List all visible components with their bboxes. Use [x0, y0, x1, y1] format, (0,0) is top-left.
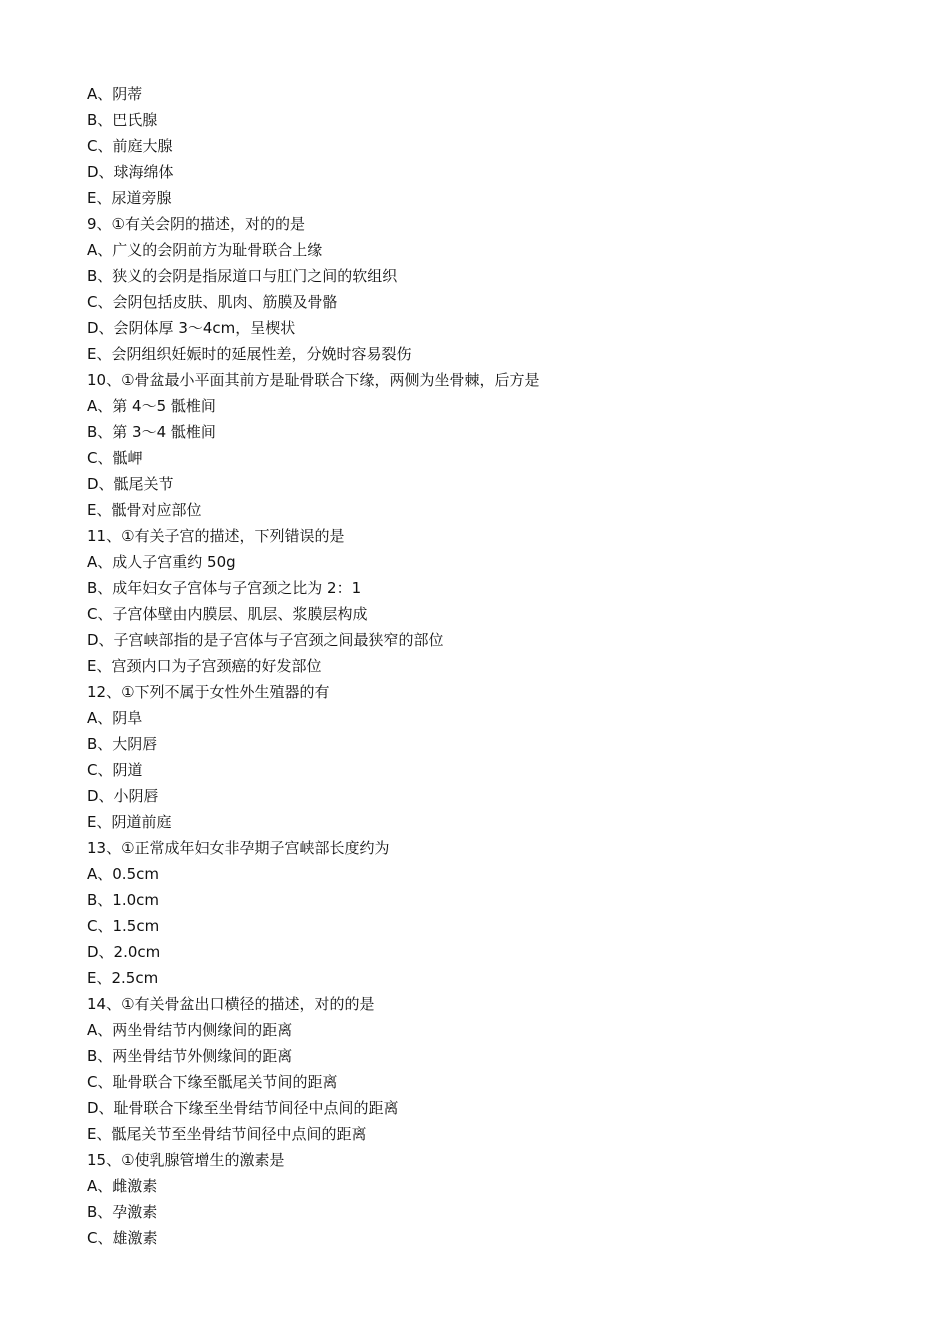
- text-line: D、球海绵体: [87, 163, 174, 181]
- question-line: 9、①有关会阴的描述，对的的是: [87, 215, 305, 233]
- text-line: B、大阴唇: [87, 735, 158, 753]
- text-line: C、阴道: [87, 761, 143, 779]
- text-line: A、第 4～5 骶椎间: [87, 397, 216, 415]
- text-line: A、0.5cm: [87, 865, 159, 883]
- text-line: A、成人子宫重约 50g: [87, 553, 236, 571]
- text-line: E、宫颈内口为子宫颈癌的好发部位: [87, 657, 322, 675]
- question-line: 13、①正常成年妇女非孕期子宫峡部长度约为: [87, 839, 390, 857]
- text-line: B、狭义的会阴是指尿道口与肛门之间的软组织: [87, 267, 398, 285]
- text-line: C、1.5cm: [87, 917, 160, 935]
- text-line: E、尿道旁腺: [87, 189, 172, 207]
- question-line: 15、①使乳腺管增生的激素是: [87, 1151, 285, 1169]
- text-line: A、两坐骨结节内侧缘间的距离: [87, 1021, 293, 1039]
- text-line: E、阴道前庭: [87, 813, 172, 831]
- text-line: C、耻骨联合下缘至骶尾关节间的距离: [87, 1073, 338, 1091]
- text-line: D、骶尾关节: [87, 475, 174, 493]
- text-line: C、子宫体壁由内膜层、肌层、浆膜层构成: [87, 605, 368, 623]
- text-line: C、前庭大腺: [87, 137, 173, 155]
- text-line: B、孕激素: [87, 1203, 158, 1221]
- text-line: C、雄激素: [87, 1229, 158, 1247]
- text-line: C、骶岬: [87, 449, 143, 467]
- text-line: E、2.5cm: [87, 969, 159, 987]
- text-line: A、阴阜: [87, 709, 143, 727]
- text-line: A、广义的会阴前方为耻骨联合上缘: [87, 241, 323, 259]
- text-line: A、阴蒂: [87, 85, 143, 103]
- text-line: B、第 3～4 骶椎间: [87, 423, 216, 441]
- text-line: D、小阴唇: [87, 787, 159, 805]
- text-line: B、两坐骨结节外侧缘间的距离: [87, 1047, 293, 1065]
- text-line: E、会阴组织妊娠时的延展性差，分娩时容易裂伤: [87, 345, 412, 363]
- text-line: C、会阴包括皮肤、肌肉、筋膜及骨骼: [87, 293, 338, 311]
- text-line: E、骶尾关节至坐骨结节间径中点间的距离: [87, 1125, 367, 1143]
- question-line: 12、①下列不属于女性外生殖器的有: [87, 683, 330, 701]
- text-line: D、会阴体厚 3～4cm，呈楔状: [87, 319, 296, 337]
- text-line: D、2.0cm: [87, 943, 161, 961]
- text-line: E、骶骨对应部位: [87, 501, 202, 519]
- text-line: A、雌激素: [87, 1177, 158, 1195]
- text-line: B、巴氏腺: [87, 111, 158, 129]
- document-page: [87, 81, 907, 1251]
- question-line: 10、①骨盆最小平面其前方是耻骨联合下缘，两侧为坐骨棘，后方是: [87, 371, 540, 389]
- text-line: B、成年妇女子宫体与子宫颈之比为 2：1: [87, 579, 362, 597]
- text-line: B、1.0cm: [87, 891, 160, 909]
- text-line: D、耻骨联合下缘至坐骨结节间径中点间的距离: [87, 1099, 399, 1117]
- text-line: D、子宫峡部指的是子宫体与子宫颈之间最狭窄的部位: [87, 631, 444, 649]
- question-line: 14、①有关骨盆出口横径的描述，对的的是: [87, 995, 375, 1013]
- question-line: 11、①有关子宫的描述，下列错误的是: [87, 527, 345, 545]
